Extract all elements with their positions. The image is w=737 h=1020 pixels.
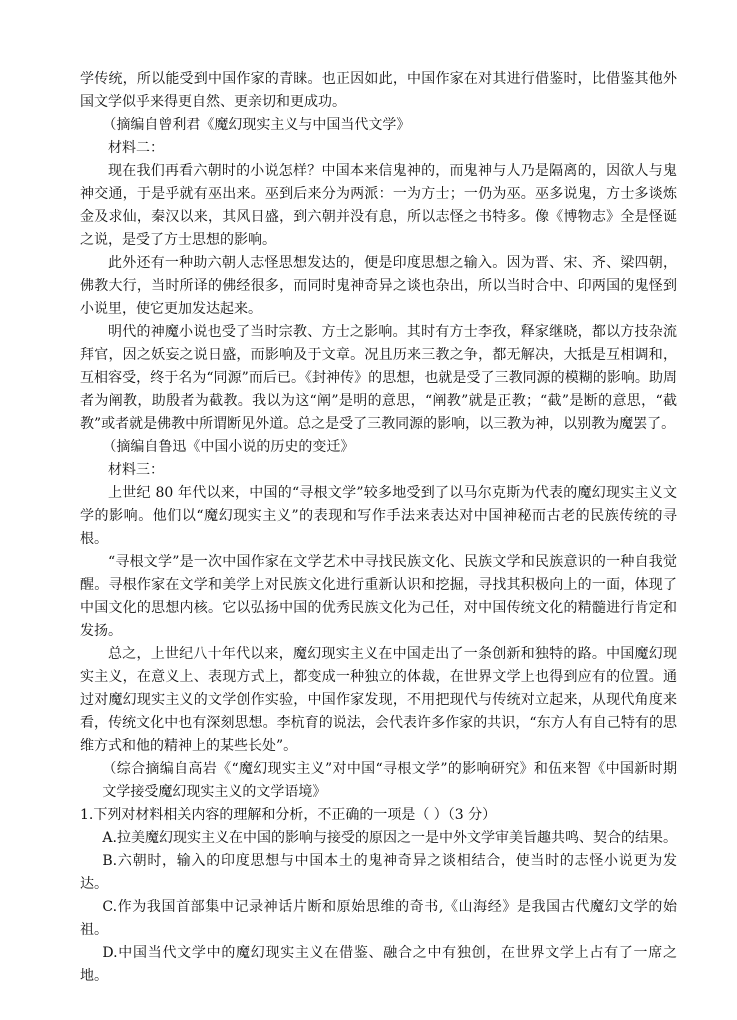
option-c: C.作为我国首部集中记录神话片断和原始思维的奇书,《山海经》是我国古代魔幻文学的始祖。	[80, 899, 677, 938]
source-citation-1: （摘编自曾利君《魔幻现实主义与中国当代文学》	[102, 117, 411, 133]
material-two-paragraph-2: 此外还有一种助六朝人志怪思想发达的，便是印度思想之输入。因为晋、宋、齐、梁四朝，佛教大行，当时所译的佛经很多，而同时鬼神奇异之谈也杂出，所以当时合中、印两国的鬼怪到小说里，使它更加发达起来。	[80, 255, 677, 317]
option-a: A.拉美魔幻现实主义在中国的影响与接受的原因之一是中外文学审美旨趣共鸣、契合的结果。	[102, 830, 677, 846]
option-d: D.中国当代文学中的魔幻现实主义在借鉴、融合之中有独创，在世界文学上占有了一席之地。	[80, 945, 677, 984]
material-three-paragraph-3: 总之，上世纪八十年代以来，魔幻现实主义在中国走出了一条创新和独特的路。中国魔幻现实主义，在意义上、表现方式上，都变成一种独立的体裁，在世界文学上也得到应有的位置。通过对魔幻现实主义的文学创作实验，中国作家发现，不用把现代与传统对立起来，从现代角度来看，传统文化中也有深刻思想。李杭育的说法，会代表许多作家的共识，“东方人有自己特有的思维方式和他的精神上的某些长处”。	[80, 646, 677, 754]
material-two-paragraph-1: 现在我们再看六朝时的小说怎样？中国本来信鬼神的，而鬼神与人乃是隔离的，因欲人与鬼神交通，于是乎就有巫出来。巫到后来分为两派：一为方士；一仍为巫。巫多说鬼，方士多谈炼金及求仙，秦汉以来，其风日盛，到六朝并没有息，所以志怪之书特多。像《博物志》全是怪诞之说，是受了方士思想的影响。	[80, 163, 677, 248]
material-two-label: 材料二：	[108, 140, 164, 156]
question-1: 1.下列对材料相关内容的理解和分析，不正确的一项是（ ）（3 分）	[80, 807, 497, 823]
material-three-label: 材料三：	[108, 462, 164, 478]
source-citation-3: （综合摘编自高岩《“魔幻现实主义”对中国“寻根文学”的影响研究》和伍来智《中国新时期文学接受魔幻现实主义的文学语境》	[102, 761, 677, 800]
material-two-paragraph-3: 明代的神魔小说也受了当时宗教、方士之影响。其时有方士李孜，释家继晓，都以方技杂流拜官，因之妖妄之说日盛，而影响及于文章。况且历来三教之争，都无解决，大抵是互相调和，互相容受，终于名为“同源”而后已。《封神传》的思想，也就是受了三教同源的模糊的影响。助周者为阐教，助殷者为截教。我以为这“阐”是明的意思，“阐教”就是正教；“截”是断的意思，“截教”或者就是佛教中所谓断见外道。总之是受了三教同源的影响，以三教为神，以别教为魔罢了。	[80, 324, 677, 432]
option-b: B.六朝时，输入的印度思想与中国本土的鬼神奇异之谈相结合，使当时的志怪小说更为发达。	[80, 853, 677, 892]
source-citation-2: （摘编自鲁迅《中国小说的历史的变迁》	[102, 439, 355, 455]
paragraph-continuation: 学传统，所以能受到中国作家的青睐。也正因如此，中国作家在对其进行借鉴时，比借鉴其他外国文学似乎来得更自然、更亲切和更成功。	[80, 71, 677, 110]
material-three-paragraph-2: “寻根文学”是一次中国作家在文学艺术中寻找民族文化、民族文学和民族意识的一种自我觉醒。寻根作家在文学和美学上对民族文化进行重新认识和挖掘，寻找其积极向上的一面，体现了中国文化的思想内核。它以弘扬中国的优秀民族文化为己任，对中国传统文化的精髓进行肯定和发扬。	[80, 554, 677, 639]
material-three-paragraph-1: 上世纪 80 年代以来，中国的“寻根文学”较多地受到了以马尔克斯为代表的魔幻现实主义文学的影响。他们以“魔幻现实主义”的表现和写作手法来表达对中国神秘而古老的民族传统的寻根。	[80, 485, 677, 547]
